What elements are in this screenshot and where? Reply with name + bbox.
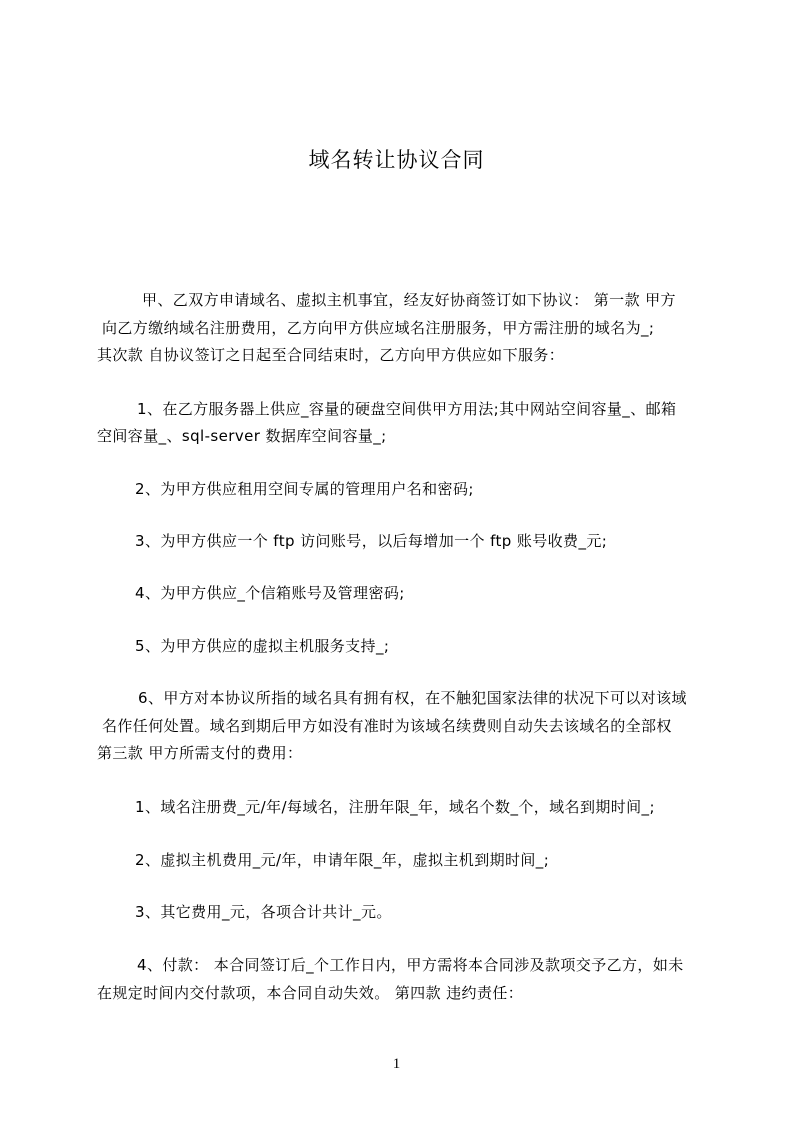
paragraph-line: 1、在乙方服务器上供应_容量的硬盘空间供甲方用法;其中网站空间容量_、邮箱	[137, 400, 677, 418]
paragraph-line: 第三款 甲方所需支付的费用：	[97, 744, 303, 762]
paragraph-line: 4、付款： 本合同签订后_个工作日内，甲方需将本合同涉及款项交予乙方，如未	[137, 956, 684, 974]
document-title: 域名转让协议合同	[308, 148, 485, 172]
paragraph-line: 2、虚拟主机费用_元/年，申请年限_年，虚拟主机到期时间_;	[135, 851, 550, 869]
paragraph-line: 其次款 自协议签订之日起至合同结束时，乙方向甲方供应如下服务：	[97, 346, 565, 364]
paragraph-line: 在规定时间内交付款项，本合同自动失效。 第四款 违约责任：	[97, 984, 524, 1002]
paragraph-line: 6、甲方对本协议所指的域名具有拥有权，在不触犯国家法律的状况下可以对该域	[138, 689, 687, 707]
paragraph-line: 甲、乙双方申请域名、虚拟主机事宜，经友好协商签订如下协议： 第一款 甲方	[142, 291, 676, 309]
paragraph-line: 向乙方缴纳域名注册费用，乙方向甲方供应域名注册服务，甲方需注册的域名为_;	[102, 319, 655, 337]
paragraph-line: 5、为甲方供应的虚拟主机服务支持_;	[135, 637, 390, 655]
paragraph-line: 空间容量_、sql-server 数据库空间容量_;	[97, 427, 387, 445]
paragraph-line: 3、其它费用_元，各项合计共计_元。	[135, 903, 392, 921]
paragraph-line: 3、为甲方供应一个 ftp 访问账号，以后每增加一个 ftp 账号收费_元;	[135, 532, 608, 550]
paragraph-line: 名作任何处置。域名到期后甲方如没有准时为该域名续费则自动失去该域名的全部权	[102, 717, 672, 735]
paragraph-line: 2、为甲方供应租用空间专属的管理用户名和密码;	[135, 480, 474, 498]
page-number: 1	[392, 1056, 401, 1072]
paragraph-line: 1、域名注册费_元/年/每域名，注册年限_年，域名个数_个，域名到期时间_;	[135, 798, 655, 816]
paragraph-line: 4、为甲方供应_个信箱账号及管理密码;	[135, 584, 405, 602]
